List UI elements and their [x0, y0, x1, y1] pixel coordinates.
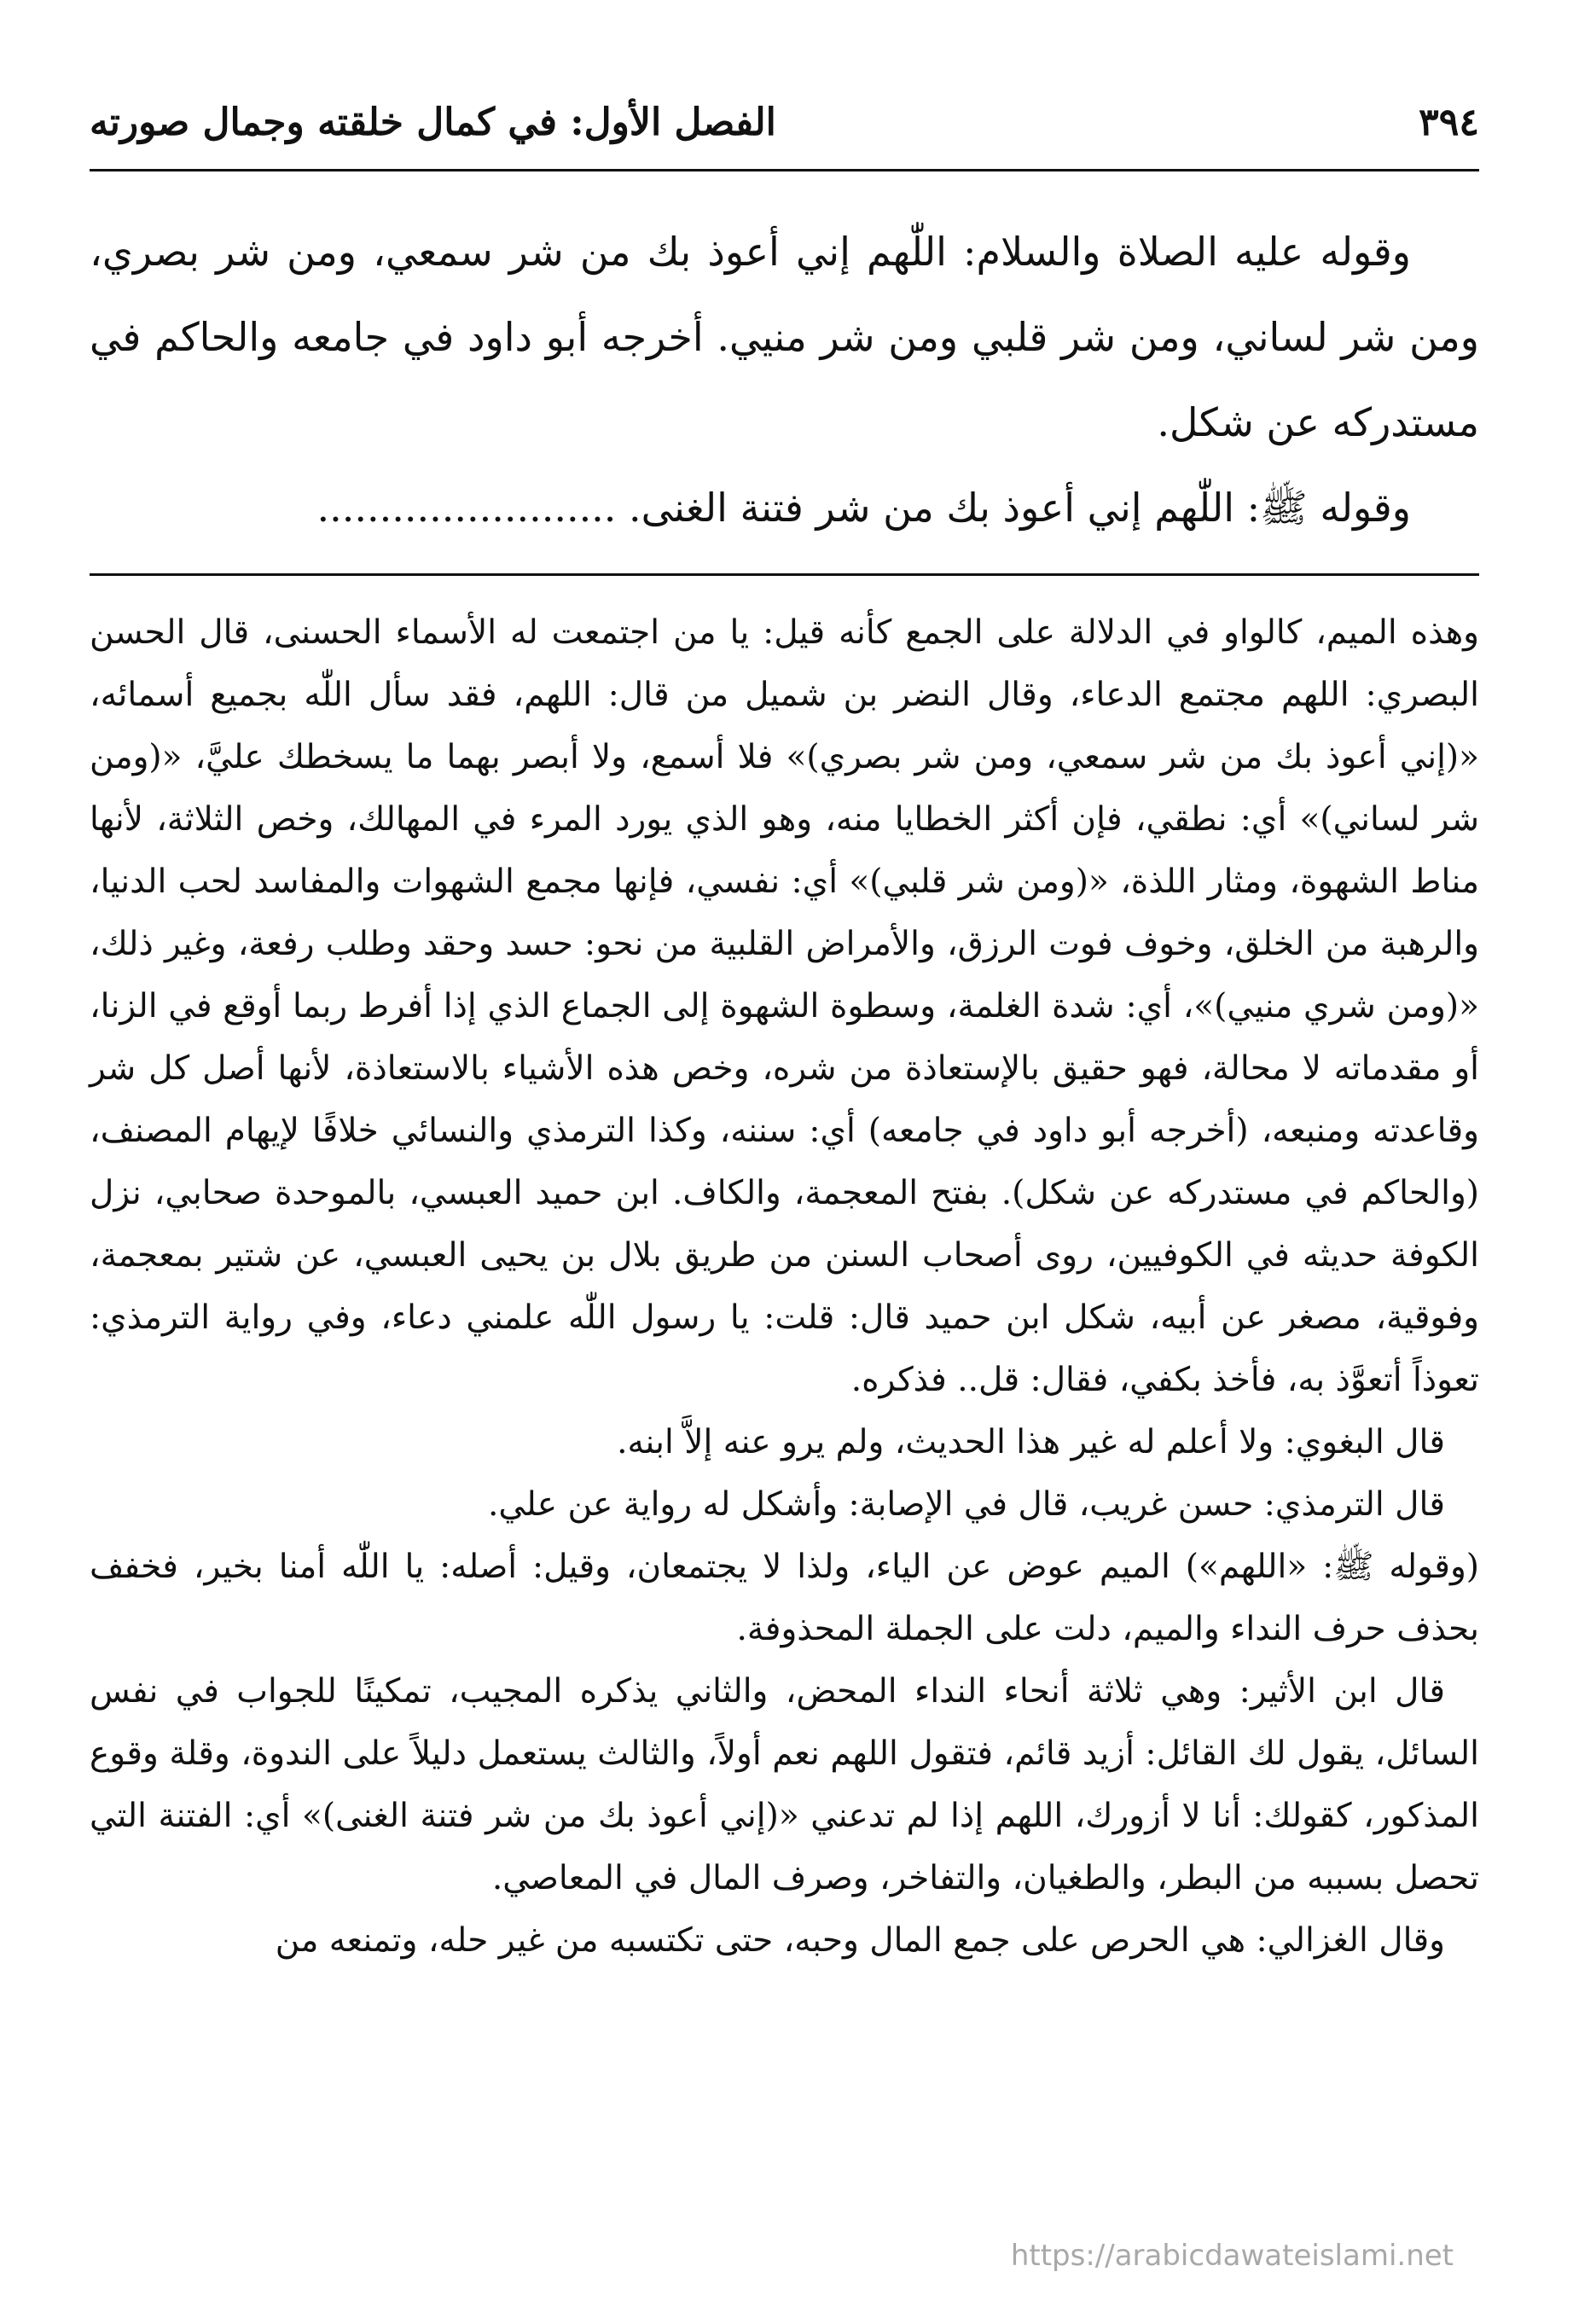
commentary-paragraph: قال ابن الأثير: وهي ثلاثة أنحاء النداء المحض، والثاني يذكره المجيب، تمكينًا للجواب في نفس السائل، يقول لك القائل: أزيد قائم، فتقول اللهم نعم أولاً، والثالث يستعمل دليلاً على الندوة، وقلة وقوع المذكور، كقولك: أنا لا أزورك، اللهم إذا لم تدعني «(إني أعوذ بك من شر فتنة الغنى)» أي: الفتنة التي تحصل بسببه من البطر، والطغيان، والتفاخر، وصرف المال في المعاصي. [90, 1672, 1479, 1897]
footnote-divider [90, 573, 1479, 576]
page-header [90, 92, 1479, 152]
commentary-paragraph: وقال الغزالي: هي الحرص على جمع المال وحبه، حتى تكتسبه من غير حله، وتمنعه من [275, 1921, 1445, 1960]
header-divider [90, 169, 1479, 171]
main-paragraph: وقوله عليه الصلاة والسلام: اللّٰهم إني أعوذ بك من شر سمعي، ومن شر بصري، ومن شر لساني، ومن شر قلبي ومن شر منيي. أخرجه أبو داود في جامعه والحاكم في مستدركه عن شكل. [90, 229, 1479, 445]
main-text [90, 209, 1479, 550]
chapter-title: الفصل الأول: في كمال خلقته وجمال صورته [90, 100, 776, 144]
main-paragraph: وقوله ﷺ: اللّٰهم إني أعوذ بك من شر فتنة الغنى. ........................ [316, 485, 1411, 531]
commentary-paragraph: (وقوله ﷺ: «اللهم») الميم عوض عن الياء، ولذا لا يجتمعان، وقيل: أصله: يا اللّٰه أمنا بخير، فخفف بحذف حرف النداء والميم، دلت على الجملة المحذوفة. [90, 1548, 1479, 1648]
commentary-paragraph: قال الترمذي: حسن غريب، قال في الإصابة: وأشكل له رواية عن علي. [487, 1485, 1445, 1524]
commentary-paragraph: قال البغوي: ولا أعلم له غير هذا الحديث، ولم يرو عنه إلاَّ ابنه. [617, 1423, 1445, 1461]
commentary-paragraph: وهذه الميم، كالواو في الدلالة على الجمع كأنه قيل: يا من اجتمعت له الأسماء الحسنى، قال الحسن البصري: اللهم مجتمع الدعاء، وقال النضر بن شميل من قال: اللهم، فقد سأل اللّٰه بجميع أسمائه، «(إني أعوذ بك من شر سمعي، ومن شر بصري)» فلا أسمع، ولا أبصر بهما ما يسخطك عليَّ، «(ومن شر لساني)» أي: نطقي، فإن أكثر الخطايا منه، وهو الذي يورد المرء في المهالك، وخص الثلاثة، لأنها مناط الشهوة، ومثار اللذة، «(ومن شر قلبي)» أي: نفسي، فإنها مجمع الشهوات والمفاسد لحب الدنيا، والرهبة من الخلق، وخوف فوت الرزق، والأمراض القلبية من نحو: حسد وحقد وطلب رفعة، وغير ذلك، «(ومن شري منيي)»، أي: شدة الغلمة، وسطوة الشهوة إلى الجماع الذي إذا أفرط ربما أوقع في الزنا، أو مقدماته لا محالة، فهو حقيق بالإستعاذة من شره، وخص هذه الأشياء بالاستعاذة، لأنها أصل كل شر وقاعدته ومنبعه، (أخرجه أبو داود في جامعه) أي: سننه، وكذا الترمذي والنسائي خلافًا لإيهام المصنف، (والحاكم في مستدركه عن شكل). بفتح المعجمة، والكاف. ابن حميد العبسي، بالموحدة صحابي، نزل الكوفة حديثه في الكوفيين، روى أصحاب السنن من طريق بلال بن يحيى العبسي، عن شتير بمعجمة، وفوقية، مصغر عن أبيه، شكل ابن حميد قال: قلت: يا رسول اللّٰه علمني دعاء، وفي رواية الترمذي: تعوذاً أتعوَّذ به، فأخذ بكفي، فقال: قل.. فذكره. [90, 613, 1479, 1399]
watermark-url: https://arabicdawateislami.net [1010, 2239, 1454, 2273]
commentary-section [90, 601, 1479, 1972]
page-number: ٣٩٤ [1419, 100, 1479, 144]
